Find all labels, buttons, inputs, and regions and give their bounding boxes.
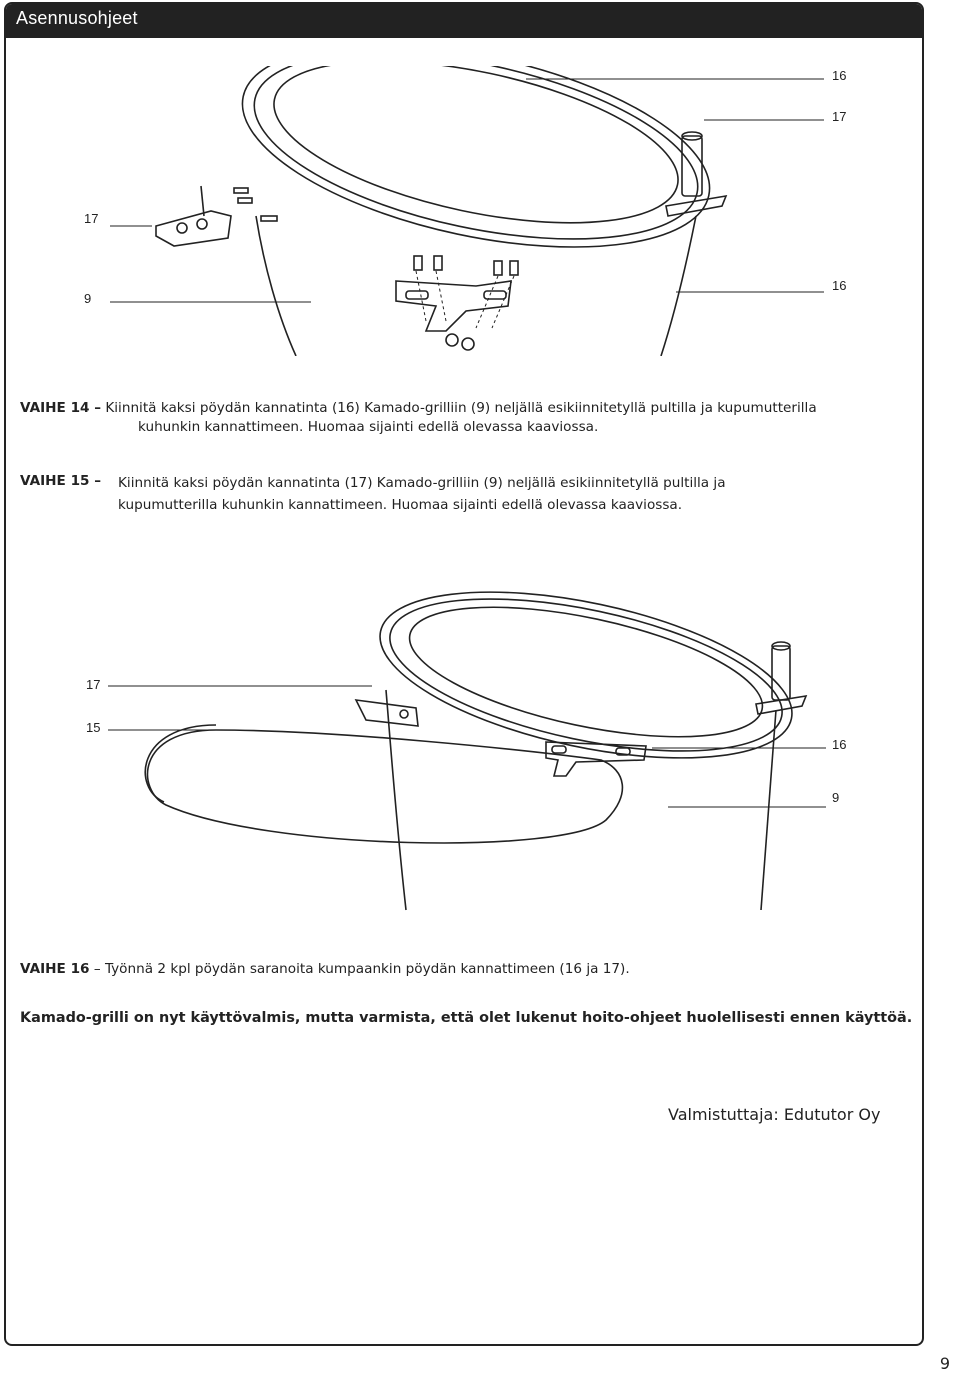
step-15-label: VAIHE 15 –	[20, 473, 102, 489]
callout-label: 17	[86, 677, 101, 692]
step-15	[20, 472, 910, 516]
page-title: Asennusohjeet	[16, 8, 138, 28]
callout-label: 15	[86, 720, 101, 735]
callout-label: 16	[832, 68, 847, 83]
step-15-text-line1: Kiinnitä kaksi pöydän kannatinta (17) Kamado-grilliin (9) neljällä esikiinnitetyllä pultilla ja	[118, 475, 726, 491]
callout-label: 16	[832, 278, 847, 293]
step-14-label: VAIHE 14 –	[20, 400, 102, 416]
step-16-label: VAIHE 16	[20, 961, 90, 977]
step-14-text-line1: Kiinnitä kaksi pöydän kannatinta (16) Kamado-grilliin (9) neljällä esikiinnitetyllä pultilla ja kupumutterilla	[105, 400, 817, 416]
header-bar	[6, 4, 922, 38]
callout-label: 17	[84, 211, 99, 226]
final-note: Kamado-grilli on nyt käyttövalmis, mutta varmista, että olet lukenut hoito-ohjeet huolellisesti ennen käyttöä.	[20, 1010, 913, 1026]
page-frame	[4, 2, 924, 1346]
callout-label: 16	[832, 737, 847, 752]
callout-label: 9	[832, 790, 840, 805]
callout-label: 17	[832, 109, 847, 124]
step-15-text-line2: kupumutterilla kuhunkin kannattimeen. Huomaa sijainti edellä olevassa kaaviossa.	[118, 497, 683, 513]
figure-step16-diagram	[6, 580, 922, 920]
step-14	[20, 399, 910, 437]
step-14-text-line2: kuhunkin kannattimeen. Huomaa sijainti edellä olevassa kaaviossa.	[138, 419, 599, 435]
step-16	[20, 960, 910, 979]
page-number: 9	[939, 1354, 950, 1373]
step-16-text: – Työnnä 2 kpl pöydän saranoita kumpaankin pöydän kannattimeen (16 ja 17).	[89, 961, 630, 977]
manufacturer-text: Valmistuttaja: Edututor Oy	[668, 1105, 881, 1124]
figure-step14-diagram	[6, 66, 922, 356]
callout-label: 9	[84, 291, 92, 306]
